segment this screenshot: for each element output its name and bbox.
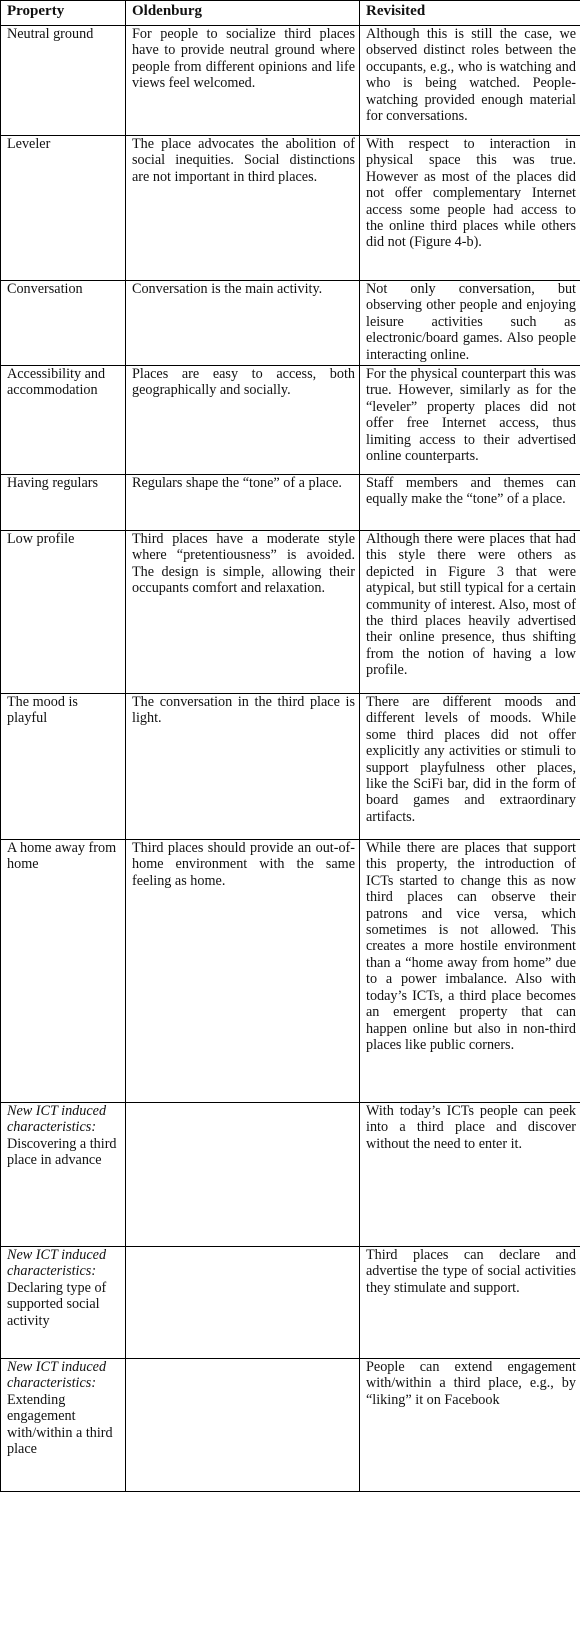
- oldenburg-cell: [126, 26, 360, 136]
- oldenburg-cell: [126, 531, 360, 694]
- table-row: [1, 694, 580, 840]
- oldenburg-cell: [126, 694, 360, 840]
- ict-prefix: New ICT induced characteristics:: [7, 1247, 107, 1280]
- revisited-cell: [360, 694, 580, 840]
- property-label: A home away from home: [7, 840, 117, 873]
- revisited-text: With today’s ICTs people can peek into a third place and discover without the need to enter it.: [366, 1103, 576, 1152]
- property-label: Conversation: [7, 281, 83, 297]
- property-cell: [1, 840, 126, 1103]
- property-cell: [1, 366, 126, 475]
- revisited-text: Third places can declare and advertise the type of social activities they stimulate and support.: [366, 1247, 576, 1296]
- revisited-cell: [360, 26, 580, 136]
- revisited-cell: [360, 136, 580, 281]
- header-row: [1, 1, 580, 26]
- oldenburg-cell: [126, 1247, 360, 1359]
- revisited-cell: [360, 475, 580, 531]
- oldenburg-text: The place advocates the abolition of social inequities. Social distinctions are not important in third places.: [132, 136, 355, 185]
- oldenburg-cell: [126, 1359, 360, 1492]
- property-cell: [1, 1247, 126, 1359]
- property-label: Having regulars: [7, 475, 99, 492]
- revisited-text: People can extend engagement with/within a third place, e.g., by “liking” it on Facebook: [366, 1359, 576, 1408]
- oldenburg-text: For people to socialize third places have to provide neutral ground where people from different opinions and life views feel welcomed.: [132, 26, 355, 92]
- oldenburg-text: The conversation in the third place is light.: [132, 694, 355, 727]
- ict-prefix: New ICT induced characteristics:: [7, 1359, 107, 1392]
- oldenburg-text: Third places have a moderate style where “pretentiousness” is avoided. The design is simple, allowing their occupants comfort and relaxation.: [132, 531, 355, 597]
- property-label: Neutral ground: [7, 26, 94, 42]
- revisited-text: Although this is still the case, we observed distinct roles between the occupants, e.g., who is watching and who is being watched. People-watching provided enough material for conversations.: [366, 26, 576, 125]
- table-row: [1, 475, 580, 531]
- oldenburg-cell: [126, 281, 360, 366]
- ict-prefix: New ICT induced characteristics:: [7, 1103, 107, 1136]
- revisited-cell: [360, 366, 580, 475]
- property-cell: [1, 1359, 126, 1492]
- property-label: Accessibility and accommodation: [7, 366, 106, 399]
- header-oldenburg: Oldenburg: [126, 1, 360, 26]
- revisited-cell: [360, 281, 580, 366]
- oldenburg-text: Places are easy to access, both geographically and socially.: [132, 366, 355, 399]
- property-cell: [1, 1103, 126, 1247]
- revisited-text: Although there were places that had this style there were others as depicted in Figure 3 that were atypical, but still typical for a certain community of interest. Also, most of the third places heavily advertised their online presence, thus shifting from the notion of having a low profile.: [366, 531, 576, 679]
- oldenburg-cell: [126, 136, 360, 281]
- header-property: Property: [1, 1, 126, 26]
- oldenburg-text: Regulars shape the “tone” of a place.: [132, 475, 342, 492]
- revisited-text: For the physical counterpart this was true. However, similarly as for the “leveler” property places did not offer free Internet access, thus limiting access to their advertised online counterparts.: [366, 366, 576, 465]
- table-row: [1, 281, 580, 366]
- oldenburg-text: Third places should provide an out-of-home environment with the same feeling as home.: [132, 840, 355, 889]
- oldenburg-cell: [126, 840, 360, 1103]
- oldenburg-cell: [126, 1103, 360, 1247]
- revisited-cell: [360, 1359, 580, 1492]
- property-cell: [1, 475, 126, 531]
- revisited-text: Not only conversation, but observing other people and enjoying leisure activities such as electronic/board games. Also people interacting online.: [366, 281, 576, 363]
- revisited-cell: [360, 840, 580, 1103]
- property-label: The mood is playful: [7, 694, 78, 727]
- oldenburg-cell: [126, 366, 360, 475]
- property-cell: [1, 694, 126, 840]
- revisited-text: While there are places that support this property, the introduction of ICTs started to change this as now third places can observe their patrons and vice versa, which sometimes is not allowed. This creates a more hostile environment than a “home away from home” due to a power imbalance. Also with today’s ICTs, a third place becomes an emergent property that can happen online but also in non-third places like public corners.: [366, 840, 576, 1053]
- revisited-text: There are different moods and different levels of moods. While some third places did not offer explicitly any activities or stimuli to support playfulness other places, like the SciFi bar, did in the form of board games and extraordinary artifacts.: [366, 694, 576, 825]
- table-row: [1, 136, 580, 281]
- property-cell: [1, 531, 126, 694]
- property-cell: [1, 281, 126, 366]
- oldenburg-cell: [126, 475, 360, 531]
- table-row: [1, 1247, 580, 1359]
- table-row: [1, 26, 580, 136]
- property-label: Declaring type of supported social activity: [7, 1279, 107, 1329]
- revisited-cell: [360, 531, 580, 694]
- revisited-text: Staff members and themes can equally make the “tone” of a place.: [366, 475, 576, 508]
- table-row: [1, 366, 580, 475]
- table-row: [1, 1103, 580, 1247]
- oldenburg-text: Conversation is the main activity.: [132, 281, 323, 297]
- property-cell: [1, 26, 126, 136]
- property-label: Leveler: [7, 136, 51, 152]
- table-row: [1, 840, 580, 1103]
- table-row: [1, 1359, 580, 1492]
- property-label: Extending engagement with/within a third place: [7, 1391, 113, 1458]
- header-revisited: Revisited: [360, 1, 580, 26]
- property-label: Discovering a third place in advance: [7, 1135, 117, 1169]
- table-row: [1, 531, 580, 694]
- revisited-cell: [360, 1247, 580, 1359]
- revisited-text: With respect to interaction in physical space this was true. However as most of the places did not offer complementary Internet access some people had access to the online third places while others did not (Figure 4-b).: [366, 136, 576, 251]
- property-cell: [1, 136, 126, 281]
- revisited-cell: [360, 1103, 580, 1247]
- property-label: Low profile: [7, 531, 75, 548]
